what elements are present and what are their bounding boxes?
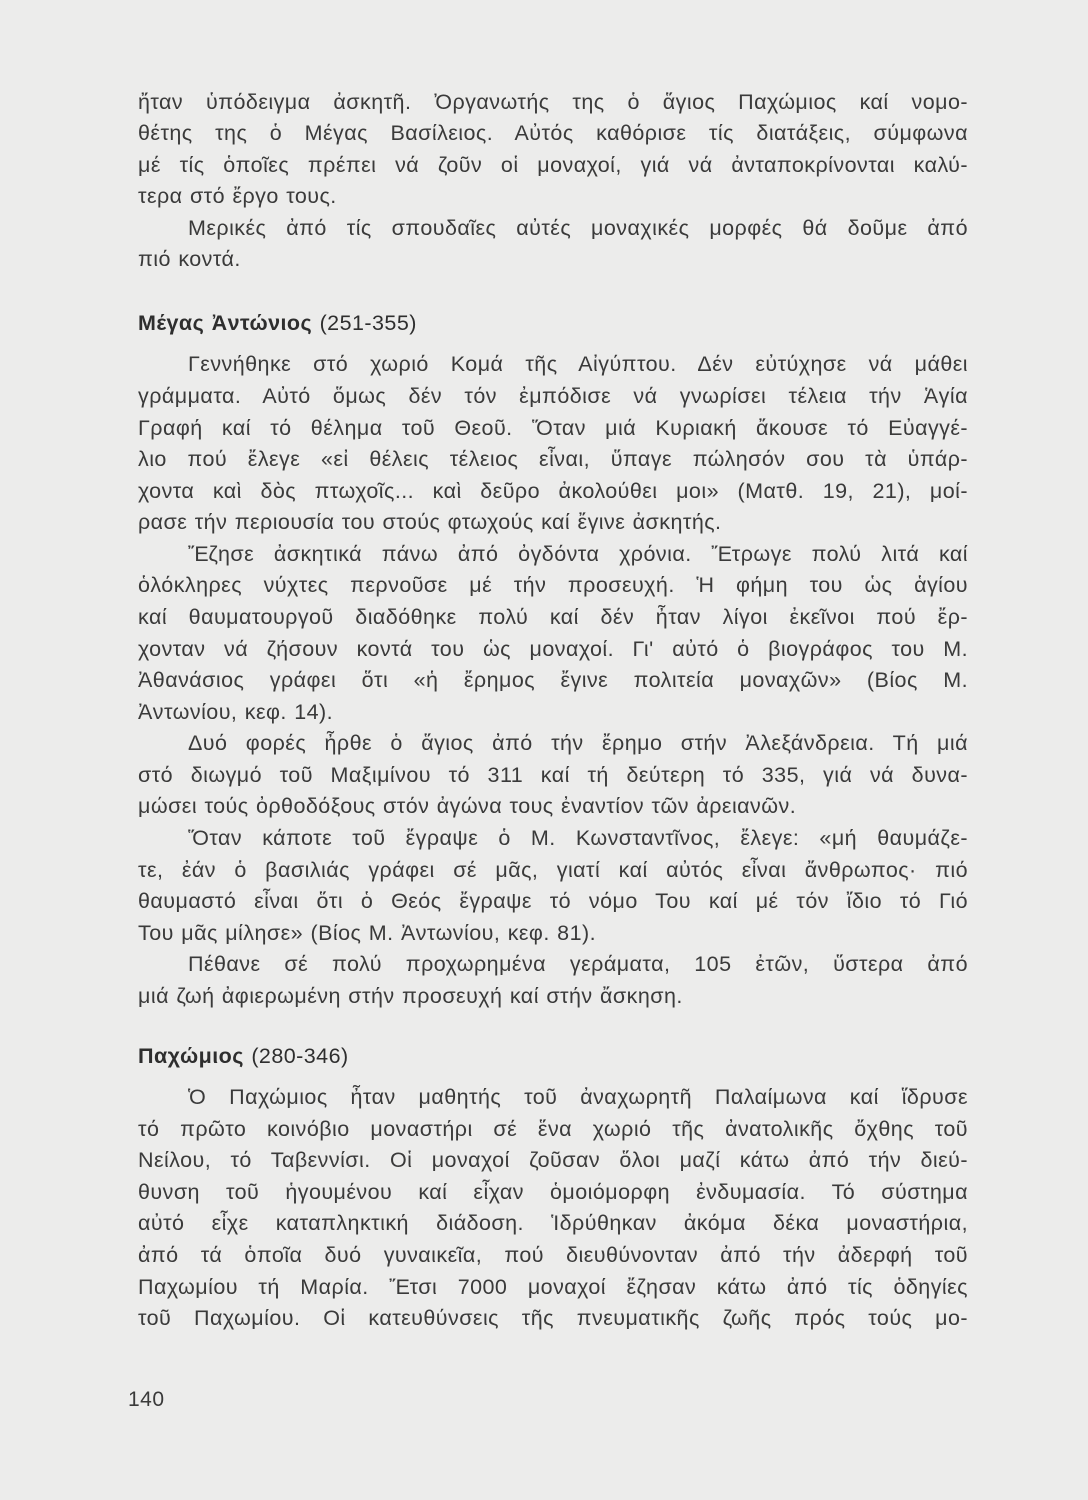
text-line: Νείλου, τό Ταβεννίσι. Οἱ μοναχοί ζοῦσαν ὅλοι μαζί κάτω ἀπό τήν διεύ- — [138, 1148, 968, 1172]
text-line: ρασε τήν περιουσία του στούς φτωχούς καί ἔγινε ἀσκητής. — [138, 510, 722, 534]
text-line: Πέθανε σέ πολύ προχωρημένα γεράματα, 105 ἐτῶν, ὕστερα ἀπό — [188, 952, 968, 976]
text-line: τε, ἐάν ὁ βασιλιάς γράφει σέ μᾶς, γιατί καί αὐτός εἶναι ἄνθρωπος· πιό — [138, 858, 968, 882]
text-line: τοῦ Παχωμίου. Οἱ κατευθύνσεις τῆς πνευματικῆς ζωῆς πρός τούς μο- — [138, 1306, 968, 1330]
text-line: Ὅταν κάποτε τοῦ ἔγραψε ὁ Μ. Κωνσταντῖνος, ἔλεγε: «μή θαυμάζε- — [188, 826, 968, 850]
text-line: Γεννήθηκε στό χωριό Κομά τῆς Αἰγύπτου. Δέν εὐτύχησε νά μάθει — [188, 352, 968, 376]
text-line: λιο πού ἔλεγε «εἰ θέλεις τέλειος εἶναι, ὕπαγε πώλησόν σου τὰ ὑπάρ- — [138, 447, 968, 471]
text-line: πιό κοντά. — [138, 247, 241, 271]
text-line: χοντα καὶ δὸς πτωχοῖς... καὶ δεῦρο ἀκολούθει μοι» (Ματθ. 19, 21), μοί- — [138, 479, 968, 503]
text-line: Μερικές ἀπό τίς σπουδαῖες αὐτές μοναχικές μορφές θά δοῦμε ἀπό — [188, 216, 968, 240]
text-line: ὁλόκληρες νύχτες περνοῦσε μέ τήν προσευχή. Ἡ φήμη του ὡς ἁγίου — [138, 573, 968, 597]
text-line: μέ τίς ὁποῖες πρέπει νά ζοῦν οἱ μοναχοί, γιά νά ἀνταποκρίνονται καλύ- — [138, 153, 968, 177]
text-line: θαυμαστό εἶναι ὅτι ὁ Θεός ἔγραψε τό νόμο Του καί μέ τόν ἴδιο τό Γιό — [138, 889, 968, 913]
page-number: 140 — [128, 1388, 165, 1411]
text-line: Ἔζησε ἀσκητικά πάνω ἀπό ὀγδόντα χρόνια. Ἔτρωγε πολύ λιτά καί — [188, 542, 968, 566]
text-line: Γραφή καί τό θέλημα τοῦ Θεοῦ. Ὅταν μιά Κυριακή ἄκουσε τό Εὐαγγέ- — [138, 416, 968, 440]
section-heading-antonios — [138, 308, 968, 338]
text-line: θυνση τοῦ ἡγουμένου καί εἶχαν ὁμοιόμορφη ἐνδυμασία. Τό σύστημα — [138, 1180, 968, 1204]
text-line: τερα στό ἔργο τους. — [138, 184, 337, 208]
text-line: αὐτό εἶχε καταπληκτική διάδοση. Ἱδρύθηκαν ἀκόμα δέκα μοναστήρια, — [138, 1211, 968, 1235]
text-line: μώσει τούς ὀρθοδόξους στόν ἀγώνα τους ἐναντίον τῶν ἀρειανῶν. — [138, 794, 797, 818]
text-line: γράμματα. Αὐτό ὅμως δέν τόν ἐμπόδισε νά γνωρίσει τέλεια τήν Ἁγία — [138, 384, 968, 408]
text-line: στό διωγμό τοῦ Μαξιμίνου τό 311 καί τή δεύτερη τό 335, γιά νά δυνα- — [138, 763, 968, 787]
text-line: Παχωμίου τή Μαρία. Ἔτσι 7000 μοναχοί ἔζησαν κάτω ἀπό τίς ὁδηγίες — [138, 1275, 968, 1299]
text-line: θέτης της ὁ Μέγας Βασίλειος. Αὐτός καθόρισε τίς διατάξεις, σύμφωνα — [138, 121, 968, 145]
heading-dates: (251-355) — [319, 311, 417, 335]
text-line: Δυό φορές ἦρθε ὁ ἅγιος ἀπό τήν ἔρημο στήν Ἀλεξάνδρεια. Τή μιά — [188, 731, 968, 755]
text-line: καί θαυματουργοῦ διαδόθηκε πολύ καί δέν ἦταν λίγοι ἐκεῖνοι πού ἔρ- — [138, 605, 968, 629]
text-line: Ἀντωνίου, κεφ. 14). — [138, 700, 334, 724]
text-line: Ἀθανάσιος γράφει ὅτι «ἡ ἔρημος ἔγινε πολιτεία μοναχῶν» (Βίος Μ. — [138, 668, 968, 692]
text-line: μιά ζωή ἀφιερωμένη στήν προσευχή καί στήν ἄσκηση. — [138, 984, 683, 1008]
heading-name: Παχώμιος — [138, 1044, 244, 1068]
heading-name: Μέγας Ἀντώνιος — [138, 311, 313, 335]
heading-dates: (280-346) — [251, 1044, 349, 1068]
text-line: ἀπό τά ὁποῖα δυό γυναικεῖα, πού διευθύνονταν ἀπό τήν ἀδερφή τοῦ — [138, 1243, 968, 1267]
text-line: χονταν νά ζήσουν κοντά του ὡς μοναχοί. Γι' αὐτό ὁ βιογράφος του Μ. — [138, 637, 968, 661]
text-line: Του μᾶς μίλησε» (Βίος Μ. Ἀντωνίου, κεφ. 81). — [138, 921, 597, 945]
text-line: τό πρῶτο κοινόβιο μοναστήρι σέ ἕνα χωριό τῆς ἀνατολικῆς ὄχθης τοῦ — [138, 1117, 968, 1141]
text-line: Ὁ Παχώμιος ἦταν μαθητής τοῦ ἀναχωρητῆ Παλαίμωνα καί ἵδρυσε — [188, 1085, 968, 1109]
section-heading-pachomios — [138, 1041, 968, 1071]
text-line: ἤταν ὑπόδειγμα ἀσκητῆ. Ὀργανωτής της ὁ ἅγιος Παχώμιος καί νομο- — [138, 90, 968, 114]
